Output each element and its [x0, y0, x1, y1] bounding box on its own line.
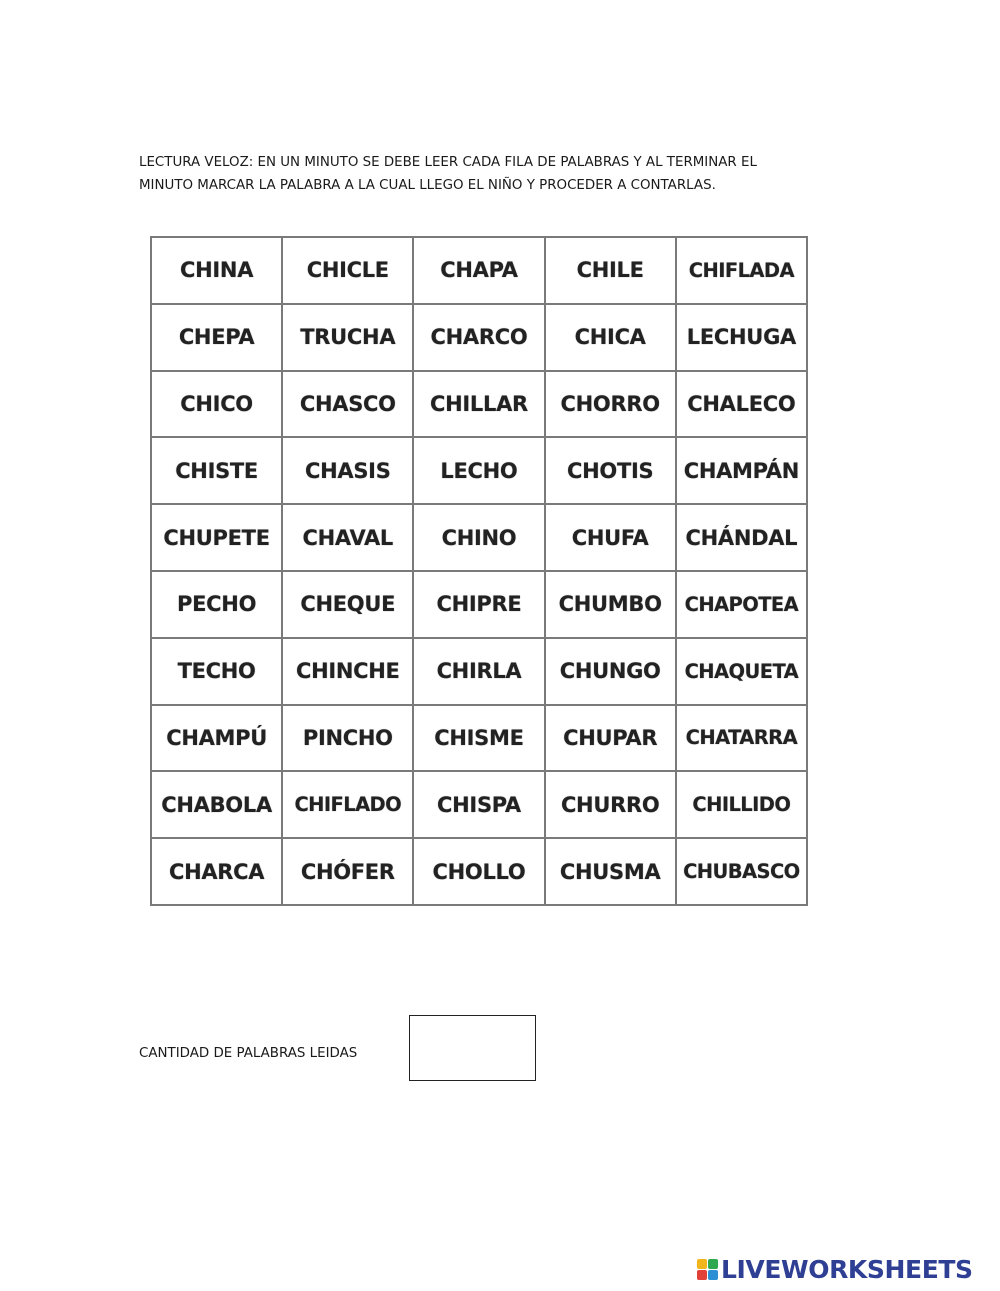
word-cell[interactable]: CHEQUE	[282, 571, 413, 638]
word-cell[interactable]: CHILE	[545, 237, 676, 304]
word-cell[interactable]: CHARCO	[413, 304, 544, 371]
word-cell[interactable]: CHINA	[151, 237, 282, 304]
instructions-line-1: LECTURA VELOZ: EN UN MINUTO SE DEBE LEER CADA FILA DE PALABRAS Y AL TERMINAR EL	[139, 155, 757, 170]
word-cell[interactable]: CHOLLO	[413, 838, 544, 905]
word-cell[interactable]: CHISPA	[413, 771, 544, 838]
word-cell[interactable]: CHINO	[413, 504, 544, 571]
word-row	[151, 437, 807, 504]
liveworksheets-logo-icon	[697, 1259, 718, 1280]
word-cell[interactable]: CHAMPÚ	[151, 705, 282, 772]
word-cell[interactable]: TRUCHA	[282, 304, 413, 371]
word-cell[interactable]: PINCHO	[282, 705, 413, 772]
word-cell[interactable]: LECHO	[413, 437, 544, 504]
word-cell[interactable]: CHUSMA	[545, 838, 676, 905]
word-cell[interactable]: CHICO	[151, 371, 282, 438]
logo-square-2	[708, 1259, 718, 1269]
count-label: CANTIDAD DE PALABRAS LEIDAS	[139, 1046, 358, 1061]
word-cell[interactable]: CHAPA	[413, 237, 544, 304]
word-cell[interactable]: CHICA	[545, 304, 676, 371]
word-cell[interactable]: CHICLE	[282, 237, 413, 304]
word-cell[interactable]: CHARCA	[151, 838, 282, 905]
word-cell[interactable]: CHIFLADA	[676, 237, 807, 304]
word-cell[interactable]: CHUBASCO	[676, 838, 807, 905]
word-cell[interactable]: CHUMBO	[545, 571, 676, 638]
word-cell[interactable]: CHASCO	[282, 371, 413, 438]
word-cell[interactable]: CHILLIDO	[676, 771, 807, 838]
word-row	[151, 571, 807, 638]
word-cell[interactable]: CHÁNDAL	[676, 504, 807, 571]
word-cell[interactable]: CHIRLA	[413, 638, 544, 705]
word-row	[151, 771, 807, 838]
word-cell[interactable]: CHUPAR	[545, 705, 676, 772]
word-cell[interactable]: CHASIS	[282, 437, 413, 504]
word-cell[interactable]: CHUNGO	[545, 638, 676, 705]
word-cell[interactable]: CHIPRE	[413, 571, 544, 638]
word-cell[interactable]: CHISME	[413, 705, 544, 772]
liveworksheets-logo	[697, 1254, 973, 1284]
word-cell[interactable]: CHALECO	[676, 371, 807, 438]
word-row	[151, 504, 807, 571]
word-row	[151, 638, 807, 705]
logo-square-1	[697, 1259, 707, 1269]
word-cell[interactable]: CHINCHE	[282, 638, 413, 705]
word-table-body	[151, 237, 807, 905]
word-row	[151, 237, 807, 304]
word-cell[interactable]: CHÓFER	[282, 838, 413, 905]
word-cell[interactable]: LECHUGA	[676, 304, 807, 371]
word-cell[interactable]: CHAMPÁN	[676, 437, 807, 504]
word-cell[interactable]: CHAQUETA	[676, 638, 807, 705]
word-cell[interactable]: CHORRO	[545, 371, 676, 438]
instructions-line-2: MINUTO MARCAR LA PALABRA A LA CUAL LLEGO EL NIÑO Y PROCEDER A CONTARLAS.	[139, 178, 716, 193]
word-cell[interactable]: TECHO	[151, 638, 282, 705]
count-answer-box[interactable]	[409, 1015, 536, 1081]
word-row	[151, 371, 807, 438]
word-cell[interactable]: CHAPOTEA	[676, 571, 807, 638]
word-cell[interactable]: CHOTIS	[545, 437, 676, 504]
word-cell[interactable]: CHUFA	[545, 504, 676, 571]
word-cell[interactable]: CHIFLADO	[282, 771, 413, 838]
word-cell[interactable]: CHISTE	[151, 437, 282, 504]
word-cell[interactable]: CHAVAL	[282, 504, 413, 571]
word-table	[150, 236, 808, 906]
word-row	[151, 705, 807, 772]
word-cell[interactable]: CHURRO	[545, 771, 676, 838]
word-cell[interactable]: PECHO	[151, 571, 282, 638]
instructions	[139, 151, 839, 197]
word-row	[151, 304, 807, 371]
word-cell[interactable]: CHILLAR	[413, 371, 544, 438]
word-cell[interactable]: CHEPA	[151, 304, 282, 371]
word-cell[interactable]: CHUPETE	[151, 504, 282, 571]
word-row	[151, 838, 807, 905]
word-cell[interactable]: CHABOLA	[151, 771, 282, 838]
logo-square-3	[697, 1270, 707, 1280]
logo-text: LIVEWORKSHEETS	[721, 1254, 973, 1284]
logo-square-4	[708, 1270, 718, 1280]
word-cell[interactable]: CHATARRA	[676, 705, 807, 772]
